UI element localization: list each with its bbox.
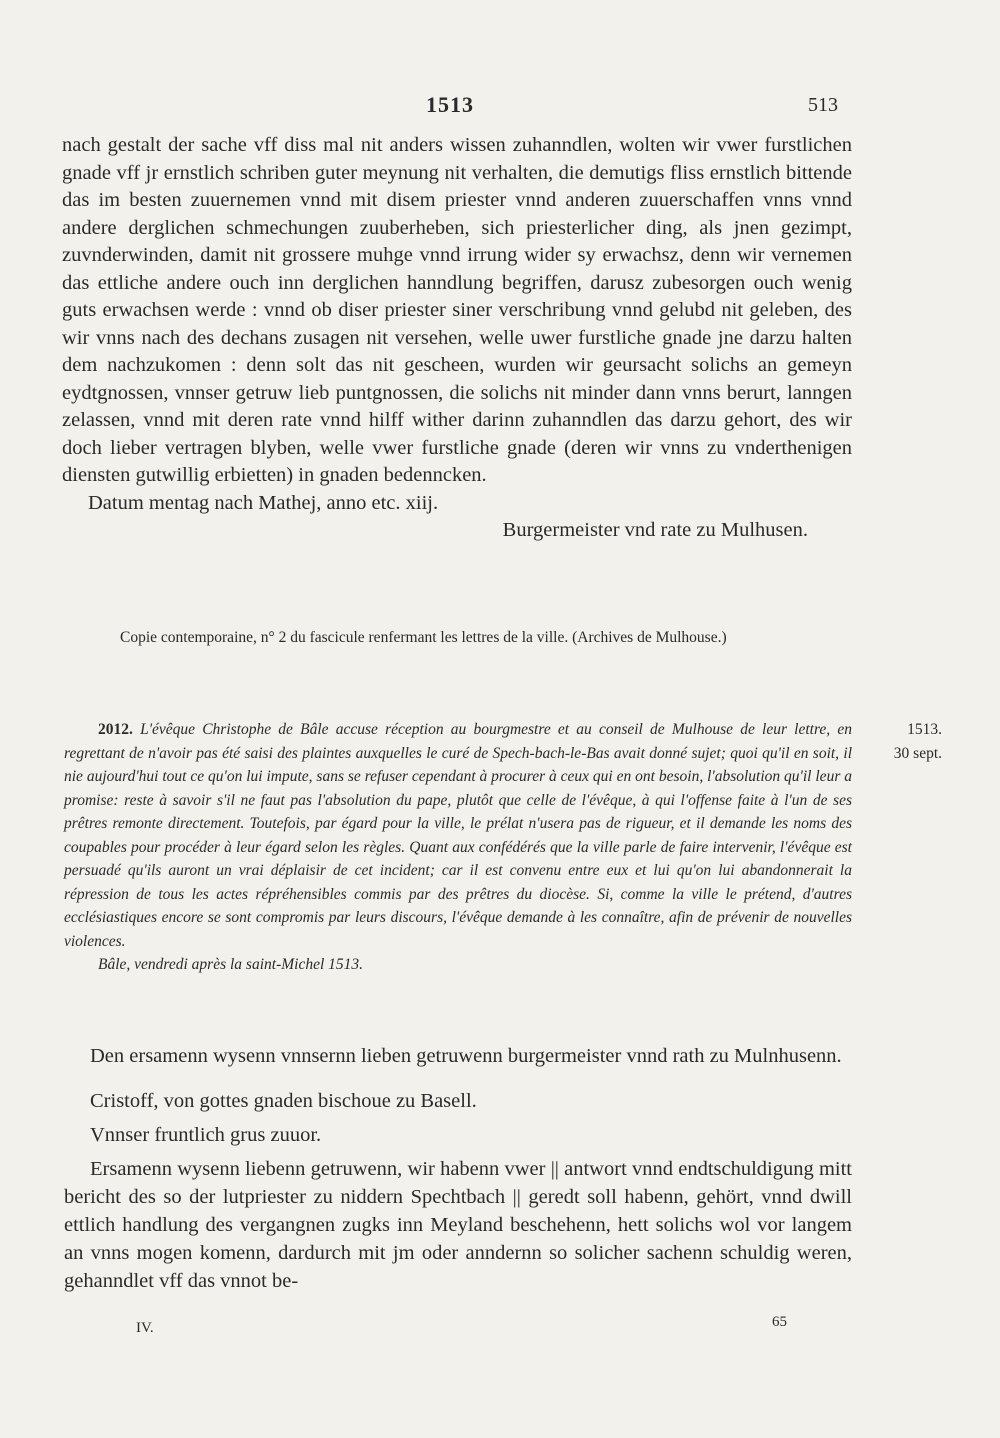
- letter-greeting: Vnnser fruntlich grus zuuor.: [90, 1124, 322, 1146]
- continuation-paragraph: nach gestalt der sache vff diss mal nit anders wissen zuhanndlen, wolten wir vwer furstlichen gnade vff jr ernstlich schriben guter meynung nit verhalten, die demutigs fliss ernstlich bittende das im besten zuuernemen vnnd mit disem priester vnnd anderen zuuerschaffen vnns vnnd andere derglichen schmechungen zuuberheben, sich priesterlicher ding, als jnen gezimpt, zuvnderwinden, damit nit grossere muhge vnnd irrung wider sy erwachsz, denn wir vernemen das ettliche andere ouch inn derglichen hanndlung begriffen, darusz zubesorgen ouch wenig guts erwachsen werde : vnnd ob diser priester siner verschribung vnnd gelubd nit geleben, des wir vnns nach des dechans zusagen nit versehen, welle uwer furstliche gnade jne darzu halten dem nachzukomen : denn solt das nit gescheen, wurden wir geursacht solichs an gemeyn eydtgnossen, vnnser getruw lieb puntgnossen, die solichs nit minder dann vnns berurt, lanngen zelassen, vnnd mit deren rate vnnd hilff wither darinn zuhanndlen das darzu gehort, des wir doch lieber vertragen blyben, welle vwer furstliche gnade (deren wir vnns zu vnderthenigen diensten gutwillig erbietten) in gnaden bedenncken.: [62, 134, 852, 486]
- entry-number: 2012.: [98, 721, 133, 738]
- page-number: 513: [808, 94, 838, 116]
- entry-summary: [64, 718, 852, 977]
- letter-text: [64, 1042, 852, 1295]
- closing-signature: Burgermeister vnd rate zu Mulhusen.: [502, 519, 808, 541]
- signature-mark: 65: [772, 1314, 787, 1330]
- letter-address: Den ersamenn wysenn vnnsernn lieben getruwenn burgermeister vnnd rath zu Mulnhusenn.: [90, 1045, 842, 1067]
- margin-year: 1513.: [907, 721, 942, 738]
- margin-day: 30 sept.: [893, 744, 942, 762]
- letter-body: Ersamenn wysenn liebenn getruwenn, wir habenn vwer || antwort vnnd endtschuldigung mitt bericht des so der lutpriester zu niddern Spechtbach || geredt soll habenn, gehört, vnnd dwill ettlich handlung des vergangnen zugks inn Meyland beschehenn, hett solichs wol vor langem an vnns mogen komenn, dardurch mit jm oder anndernn so solicher sachenn schuldig weren, gehanndlet vff das vnnot be-: [64, 1158, 852, 1292]
- source-note-text: Copie contemporaine, n° 2 du fascicule renfermant les lettres de la ville. (Archives de Mulhouse.): [120, 629, 727, 646]
- summary-paragraph: [64, 718, 852, 953]
- dateline: Datum mentag nach Mathej, anno etc. xiij.: [88, 491, 439, 514]
- margin-date: [872, 718, 942, 765]
- summary-text: L'évêque Christophe de Bâle accuse réception au bourgmestre et au conseil de Mulhouse de leur lettre, en regrettant de n'avoir pas été saisi des plaintes auxquelles le curé de Spech-bach-le-Bas avait donné sujet; quoi qu'il en soit, il nie aujourd'hui tout ce qu'on lui impute, sans se refuser cependant à procurer à ceux qui en ont besoin, l'absolution qu'il leur a promise: reste à savoir s'il ne faut pas l'absolution du pape, plutôt que celle de l'évêque, à qui l'offense faite à l'un de ses prêtres remonte directement. Toutefois, par égard pour la ville, le prélat n'usera pas de rigueur, et il demande les noms des coupables pour procéder à leur égard selon les règles. Quant aux confédérés que la ville parle de faire intervenir, l'évêque est persuadé qu'ils auront un vrai déplaisir de cet incident; car il est convenu entre eux et lui qu'on lui abandonnerait la répression de tous les actes répréhensibles commis par des prêtres du diocèse. Si, comme la ville le prétend, d'autres ecclésiastiques encore se sont compromis par leurs discours, l'évêque demande à les connaître, afin de prévenir de nouvelles violences.: [64, 721, 853, 950]
- place-date: Bâle, vendredi après la saint-Michel 1513.: [98, 956, 364, 973]
- volume-mark: IV.: [136, 1320, 154, 1336]
- letter-sender: Cristoff, von gottes gnaden bischoue zu Basell.: [90, 1090, 477, 1112]
- source-note: [120, 627, 852, 649]
- running-header-year: 1513: [426, 92, 474, 117]
- continuation-text: [62, 132, 852, 545]
